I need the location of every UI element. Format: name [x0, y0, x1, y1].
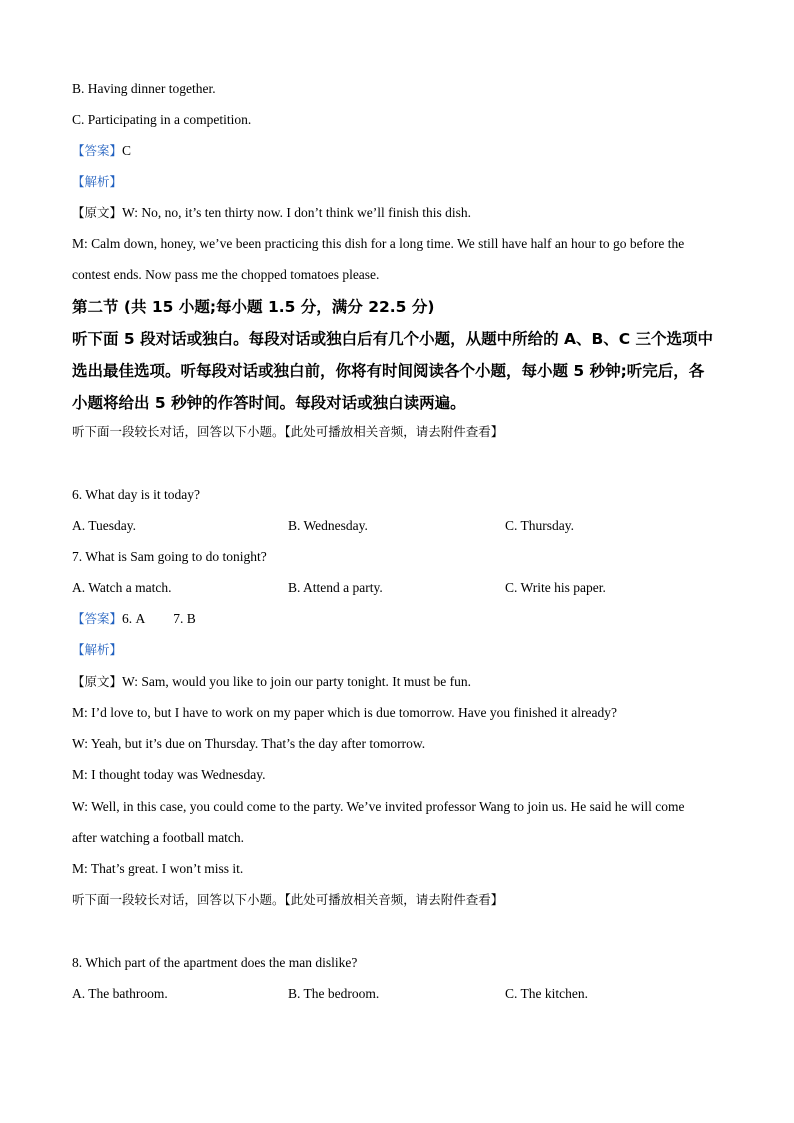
- option-c-text: C. Participating in a competition.: [72, 112, 252, 127]
- transcript-line: M: Calm down, honey, we’ve been practicing this dish for a long time. We still have half an hour to go before the: [72, 236, 685, 251]
- analysis-tag: 【解析】: [72, 642, 123, 657]
- answer-6: 6. A: [122, 611, 146, 626]
- transcript-line: [72, 674, 471, 690]
- answer-tag: 【答案】: [72, 611, 123, 626]
- instruction-line: 选出最佳选项。听每段对话或独白前，你将有时间阅读各个小题，每小题 5 秒钟;听完后，各: [72, 362, 705, 380]
- q6-option-c: C. Thursday.: [505, 518, 574, 533]
- answer-7: 7. B: [173, 611, 196, 626]
- transcript-text: W: Sam, would you like to join our party tonight. It must be fun.: [122, 674, 471, 689]
- q7-option-a: A. Watch a match.: [72, 580, 172, 595]
- option-b-text: B. Having dinner together.: [72, 81, 216, 96]
- instruction-line: 小题将给出 5 秒钟的作答时间。每段对话或独白读两遍。: [72, 394, 466, 412]
- transcript-tag: 【原文】: [72, 674, 123, 689]
- transcript-line: W: Yeah, but it’s due on Thursday. That’s the day after tomorrow.: [72, 736, 426, 751]
- q6-option-a: A. Tuesday.: [72, 518, 137, 533]
- q8-option-c: C. The kitchen.: [505, 986, 588, 1001]
- analysis-line: [72, 642, 122, 658]
- q7-option-c: C. Write his paper.: [505, 580, 606, 595]
- q8-option-a: A. The bathroom.: [72, 986, 168, 1001]
- analysis-line: [72, 174, 122, 190]
- instruction-line: 听下面 5 段对话或独白。每段对话或独白后有几个小题，从题中所给的 A、B、C 三个选项中: [72, 330, 714, 348]
- q7-option-b: B. Attend a party.: [288, 580, 383, 595]
- section-heading: 第二节 (共 15 小题;每小题 1.5 分，满分 22.5 分): [72, 298, 435, 316]
- answer-value: C: [122, 143, 132, 158]
- audio-note: 听下面一段较长对话，回答以下小题。【此处可播放相关音频，请去附件查看】: [72, 424, 504, 439]
- analysis-tag: 【解析】: [72, 174, 123, 189]
- transcript-tag: 【原文】: [72, 205, 123, 220]
- transcript-line: M: I thought today was Wednesday.: [72, 767, 266, 782]
- question-8: 8. Which part of the apartment does the man dislike?: [72, 955, 358, 970]
- answer-line: [72, 143, 131, 159]
- question-7: 7. What is Sam going to do tonight?: [72, 549, 267, 564]
- transcript-line: [72, 205, 471, 221]
- q8-option-b: B. The bedroom.: [288, 986, 380, 1001]
- transcript-line: W: Well, in this case, you could come to the party. We’ve invited professor Wang to join us. He said he will come: [72, 799, 685, 814]
- audio-note: 听下面一段较长对话，回答以下小题。【此处可播放相关音频，请去附件查看】: [72, 892, 504, 907]
- transcript-line: M: That’s great. I won’t miss it.: [72, 861, 244, 876]
- transcript-line: contest ends. Now pass me the chopped tomatoes please.: [72, 267, 380, 282]
- transcript-text: W: No, no, it’s ten thirty now. I don’t think we’ll finish this dish.: [122, 205, 471, 220]
- q6-option-b: B. Wednesday.: [288, 518, 368, 533]
- answer-line: [72, 611, 196, 627]
- transcript-line: after watching a football match.: [72, 830, 245, 845]
- question-6: 6. What day is it today?: [72, 487, 200, 502]
- answer-tag: 【答案】: [72, 143, 123, 158]
- transcript-line: M: I’d love to, but I have to work on my paper which is due tomorrow. Have you finished it already?: [72, 705, 617, 720]
